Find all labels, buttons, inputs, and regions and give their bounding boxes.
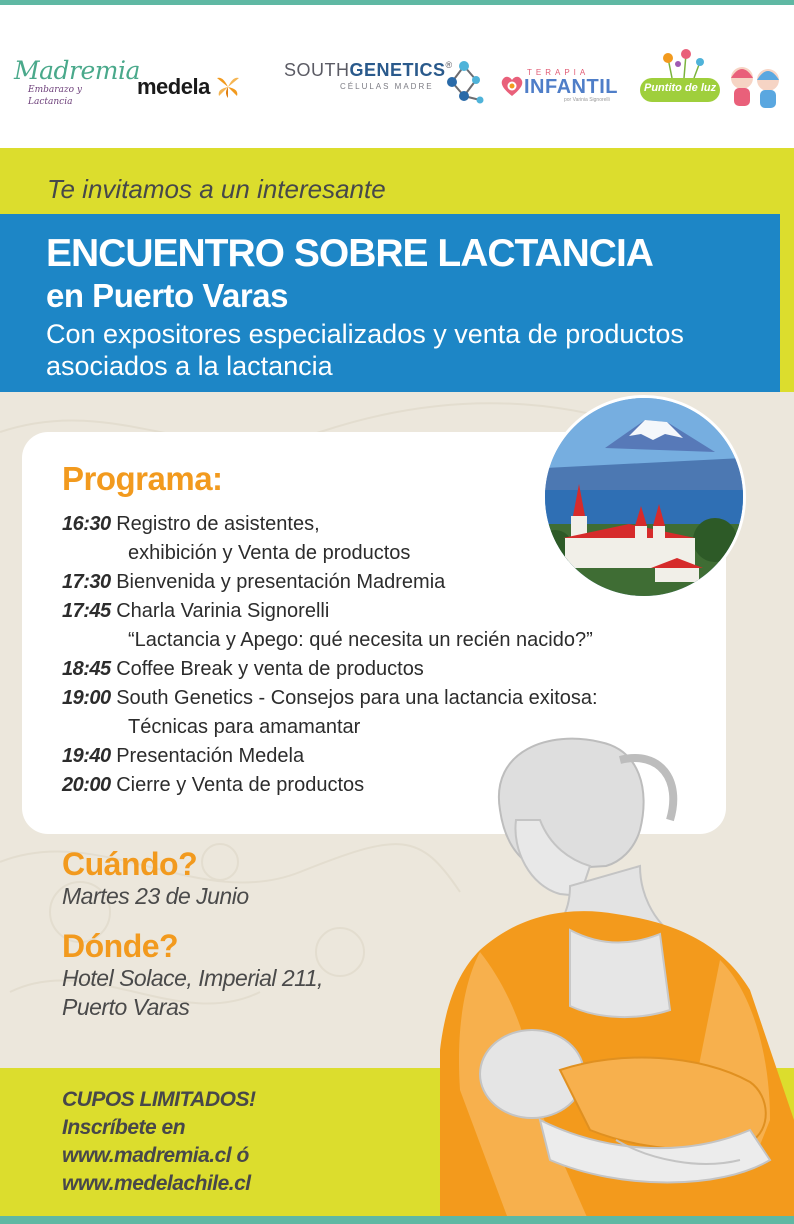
program-item: Registro de asistentes,: [110, 513, 320, 535]
program-time: 19:40: [62, 745, 111, 767]
medela-logo-name: medela: [137, 74, 210, 99]
header-blue-band-edge: [780, 214, 794, 392]
program-item: Bienvenida y presentación Madremia: [110, 571, 446, 593]
terapia-main-text: INFANTIL: [524, 76, 618, 98]
where-address-line1: Hotel Solace, Imperial 211,: [62, 965, 323, 991]
medela-flower-icon: [213, 74, 243, 100]
registration-cta: [62, 1086, 382, 1198]
when-title: Cuándo?: [62, 846, 198, 882]
program-row: [62, 597, 742, 626]
southgenetics-registered-mark: ®: [445, 60, 453, 70]
heart-face-icon: [500, 75, 524, 97]
puerto-varas-photo: [542, 395, 746, 599]
program-time: 18:45: [62, 658, 111, 680]
cta-link-medela[interactable]: www.medelachile.cl: [62, 1172, 251, 1195]
terapia-infantil-logo[interactable]: [500, 68, 618, 103]
molecule-icon: [442, 58, 486, 106]
terapia-small-text: por Varinia Signorelli: [564, 97, 610, 103]
program-item: “Lactancia y Apego: qué necesita un recién nacido?”: [128, 629, 593, 651]
program-title: Programa:: [62, 460, 223, 497]
program-row: [62, 655, 742, 684]
puntito-flowers-icon: [638, 48, 788, 110]
madremia-logo[interactable]: [14, 56, 140, 108]
southgenetics-logo-sub: CÉLULAS MADRE: [340, 82, 434, 91]
when-date: Martes 23 de Junio: [62, 883, 249, 909]
program-item: Presentación Medela: [110, 745, 305, 767]
event-title-line2: en Puerto Varas: [46, 277, 288, 314]
program-time: 16:30: [62, 513, 111, 535]
puntito-logo-name: Puntito de luz: [644, 82, 717, 94]
program-item: Coffee Break y venta de productos: [110, 658, 424, 680]
cta-limited-spots: CUPOS LIMITADOS!: [62, 1088, 256, 1111]
program-item: South Genetics - Consejos para una lactancia exitosa:: [110, 687, 598, 709]
breastfeeding-mother-illustration: [420, 690, 794, 1224]
volcano-church-illustration: [545, 398, 743, 596]
madremia-logo-name: Madremia: [14, 56, 140, 85]
event-subtitle: Con expositores especializados y venta de productos asociados a la lactancia: [46, 319, 684, 381]
southgenetics-name-genetics: GENETICS: [349, 60, 446, 80]
terapia-top-text: TERAPIA: [527, 68, 590, 77]
program-time: 19:00: [62, 687, 111, 709]
where-address-line2: Puerto Varas: [62, 994, 190, 1020]
southgenetics-name-south: SOUTH: [284, 60, 350, 80]
program-row: [62, 626, 742, 655]
where-title: Dónde?: [62, 928, 179, 964]
program-item: Charla Varinia Signorelli: [110, 600, 330, 622]
event-title-line1: ENCUENTRO SOBRE LACTANCIA: [46, 232, 653, 275]
bottom-accent-line: [0, 1216, 794, 1224]
cta-link-madremia[interactable]: www.madremia.cl ó: [62, 1144, 249, 1167]
program-item: exhibición y Venta de productos: [128, 542, 411, 564]
puntito-de-luz-logo[interactable]: [638, 48, 788, 110]
terapia-infantil-text: [524, 68, 618, 103]
program-item: Cierre y Venta de productos: [110, 774, 365, 796]
where-address: [62, 964, 402, 1022]
program-time: 20:00: [62, 774, 111, 796]
program-time: 17:30: [62, 571, 111, 593]
medela-logo[interactable]: [137, 74, 243, 100]
invite-text: Te invitamos a un interesante: [47, 174, 386, 204]
program-time: 17:45: [62, 600, 111, 622]
cta-register-in: Inscríbete en: [62, 1116, 186, 1139]
madremia-logo-tagline: Embarazo y Lactancia: [28, 85, 83, 107]
program-item: Técnicas para amamantar: [128, 716, 361, 738]
